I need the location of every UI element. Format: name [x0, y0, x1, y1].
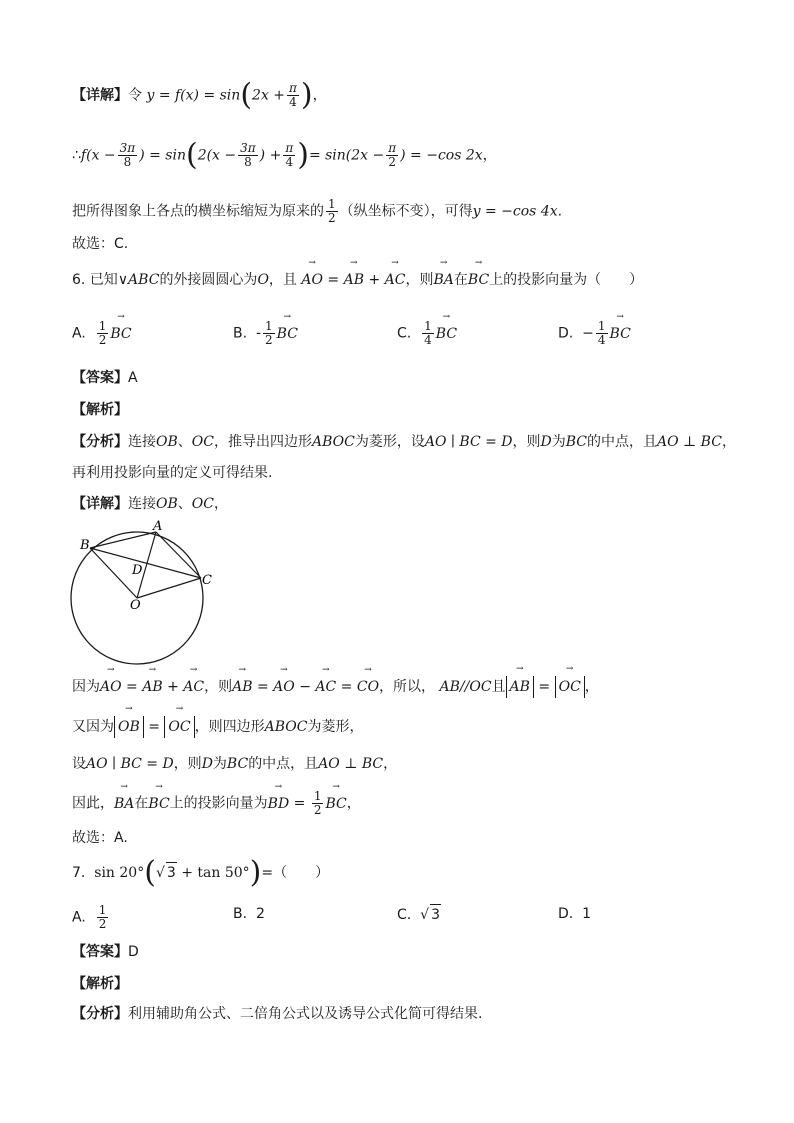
- analysis-7-tag: 【解析】: [72, 976, 128, 992]
- question-6: 6. 已知∨ABC的外接圆圆心为O，且 → AO = → AB + → AC，则→ BA在→ BC上的投影向量为（ ）: [72, 270, 643, 290]
- option-6d[interactable]: D. − $\frac{1}{4}$ → BC: [558, 320, 631, 347]
- detail-line-3: 把所得图象上各点的横坐标缩短为原来的 $\frac{1}{2}$ （纵坐标不变），可得y = −cos 4x.: [72, 197, 563, 225]
- option-7c[interactable]: C. √ 3: [397, 904, 441, 925]
- solution-line-4: 因此，→ BA在→ BC上的投影向量为→ BD = $\frac{1}{2}$ → BC，: [72, 790, 361, 817]
- label-a: A: [153, 519, 163, 534]
- analysis-6-tag: 【解析】: [72, 402, 128, 418]
- detail-line-2: ∴f(x − $\frac{3\pi}{8}$ ) = sin(2(x − $\frac{3\pi}{8}$ ) + $\frac{\pi}{4}$ )= sin(2x − $\frac{\pi}{2}$ ) = −cos 2x，: [72, 137, 497, 173]
- option-6a[interactable]: A. $\frac{1}{2}$ → BC: [72, 320, 132, 347]
- answer-7: 【答案】D: [72, 944, 139, 960]
- circle-figure: [68, 518, 218, 666]
- segment-ob: [90, 548, 137, 598]
- question-7: 7. sin 20°(√ 3 + tan 50°)=（ ）: [72, 855, 330, 890]
- solution-line-2: 又因为→ OB = → OC ，则四边形ABOC为菱形，: [72, 716, 363, 738]
- choose-a: 故选：A.: [72, 830, 128, 846]
- solution-line-1: 因为→ AO = → AB + → AC，则→ AB = → AO − → AC = → CO，所以， AB//OC且→ AB = → OC ，: [72, 676, 599, 698]
- analysis-6-line-1: 【分析】连接OB、OC，推导出四边形ABOC为菱形，设AO ∣ BC = D，则D为BC的中点，且AO ⊥ BC，: [72, 434, 736, 450]
- option-6c[interactable]: C. $\frac{1}{4}$ → BC: [397, 320, 457, 347]
- option-6b[interactable]: B. - $\frac{1}{2}$ → BC: [233, 320, 298, 347]
- detail-6: 【详解】连接OB、OC，: [72, 496, 228, 512]
- label-o: O: [130, 598, 141, 613]
- analysis-7: 【分析】利用辅助角公式、二倍角公式以及诱导公式化简可得结果.: [72, 1006, 483, 1022]
- segment-ac: [156, 532, 201, 578]
- analysis-6-line-2: 再利用投影向量的定义可得结果.: [72, 465, 273, 481]
- option-7d[interactable]: D. 1: [558, 906, 592, 922]
- label-d: D: [132, 563, 143, 578]
- answer-6: 【答案】A: [72, 370, 138, 386]
- solution-line-3: 设AO ∣ BC = D，则D为BC的中点，且AO ⊥ BC，: [72, 756, 398, 772]
- option-7b[interactable]: B. 2: [233, 906, 265, 922]
- label-c: C: [202, 573, 212, 588]
- segment-ab: [90, 532, 156, 548]
- detail-tag: 【详解】: [72, 87, 128, 104]
- detail-line-1: 【详解】令 y = f(x) = sin(2x + $\frac{\pi}{4}$ )，: [72, 77, 327, 113]
- label-b: B: [80, 538, 90, 553]
- option-7a[interactable]: A. $\frac{1}{2}$: [72, 903, 107, 931]
- segment-oc: [137, 578, 201, 598]
- choose-c: 故选：C.: [72, 236, 129, 252]
